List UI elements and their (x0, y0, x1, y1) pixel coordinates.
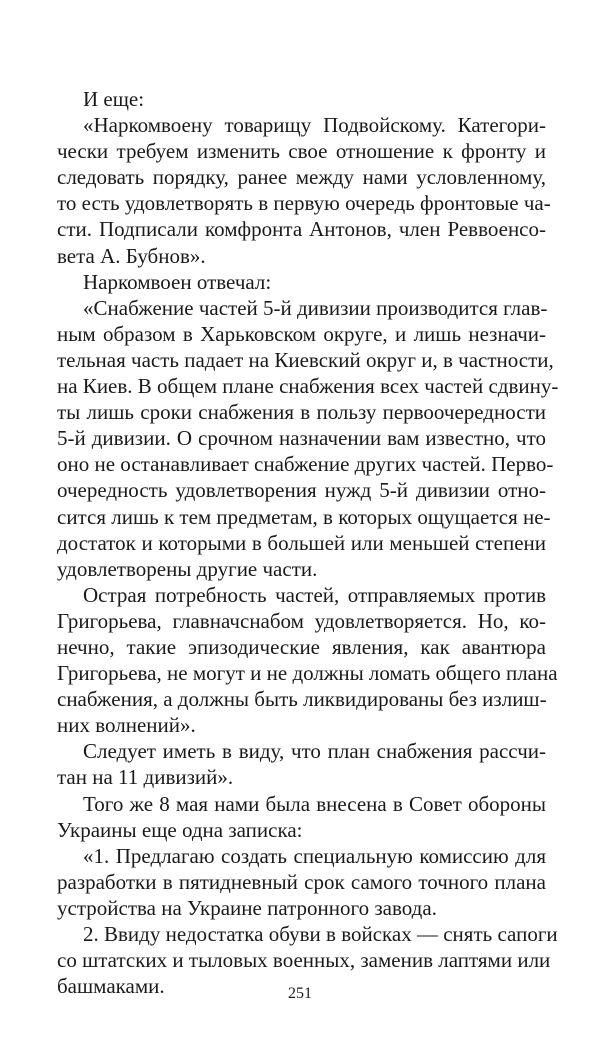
text-line: сти. Подписали комфронта Антонов, член Реввоенсо- (57, 217, 546, 242)
text-line: Следует иметь в виду, что план снабжения рассчи- (83, 739, 546, 764)
text-line: ным образом в Харьковском округе, и лишь незначи- (57, 321, 546, 346)
text-line: вета А. Бубнов». (57, 243, 206, 268)
text-line: тельная часть падает на Киевский округ и, в частности, (57, 347, 554, 372)
text-line: снабжения, а должны быть ликвидированы без излиш- (57, 687, 547, 712)
text-line: сится лишь к тем предметам, в которых ощущается не- (57, 504, 551, 529)
text-line: башмаками. (57, 974, 165, 999)
text-line: очередность удовлетворения нужд 5-й дивизии отно- (57, 478, 546, 503)
text-line: то есть удовлетворять в первую очередь фронтовые ча- (57, 191, 551, 216)
text-line: на Киев. В общем плане снабжения всех частей сдвину- (57, 374, 559, 399)
text-line: достаток и которыми в большей или меньшей степени (57, 530, 546, 555)
text-line: со штатских и тыловых военных, заменив лаптями или (57, 948, 551, 973)
text-line: И еще: (83, 87, 145, 111)
body-text (57, 86, 559, 999)
text-line: тан на 11 дивизий». (57, 765, 234, 790)
text-line: нечно, такие эпизодические явления, как авантюра (57, 634, 546, 659)
text-line: разработки в пятидневный срок самого точного плана (57, 869, 546, 894)
text-line: чески требуем изменить свое отношение к фронту и (57, 139, 546, 164)
text-line: 2. Ввиду недостатка обуви в войсках — снять сапоги (83, 922, 558, 946)
text-line: оно не останавливает снабжение других частей. Перво- (57, 452, 554, 477)
text-line: Того же 8 мая нами была внесена в Совет обороны (83, 791, 546, 816)
text-line: Наркомвоен отвечал: (83, 269, 272, 294)
text-line: Григорьева, главначснабом удовлетворяется. Но, ко- (57, 608, 546, 633)
text-line: «Снабжение частей 5-й дивизии производится глав- (83, 295, 548, 320)
text-line: ты лишь сроки снабжения в пользу первоочередности (57, 400, 546, 425)
text-line: «1. Предлагаю создать специальную комиссию для (83, 843, 546, 868)
text-line: 5-й дивизии. О срочном назначении вам известно, что (57, 426, 546, 451)
text-line: Острая потребность частей, отправляемых против (83, 582, 546, 607)
text-line: Григорьева, не могут и не должны ломать общего плана (57, 661, 558, 686)
text-line: следовать порядку, ранее между нами условленному, (57, 165, 546, 190)
text-line: них волнений». (57, 713, 196, 738)
text-line: устройства на Украине патронного завода. (57, 895, 437, 920)
text-line: удовлетворены другие части. (57, 556, 318, 581)
page-number: 251 (288, 985, 312, 1002)
text-line: Украины еще одна записка: (57, 817, 303, 842)
text-line: «Наркомвоену товарищу Подвойскому. Категори- (83, 113, 546, 138)
